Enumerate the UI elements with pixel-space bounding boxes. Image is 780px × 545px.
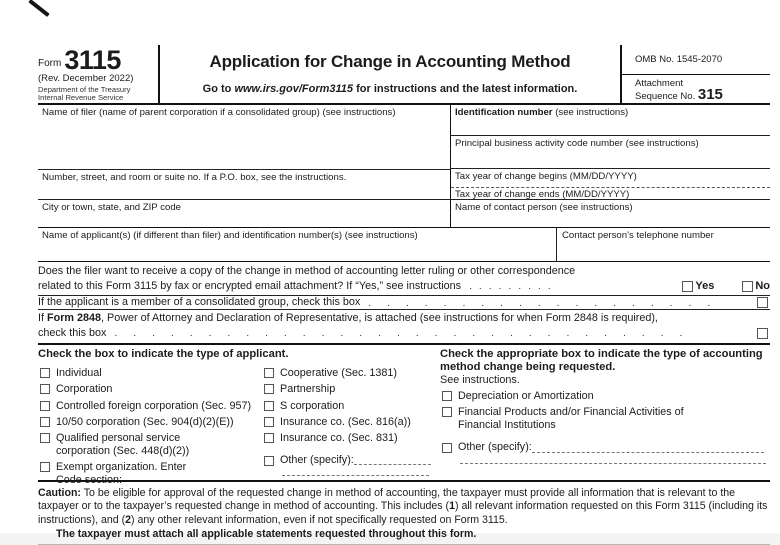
checkbox-individual[interactable]	[40, 368, 50, 378]
applicant-type-insurance-816a: Insurance co. (Sec. 816(a))	[262, 416, 437, 429]
applicant-type-s-corporation: S corporation	[262, 400, 437, 413]
dot-leader: . . . . . . . . . . . . . . . . . . . . . . . . . . . . . . .	[114, 327, 683, 339]
applicant-type-section	[38, 348, 437, 487]
applicant-type-exempt-organization: Exempt organization. Enter Code section:	[38, 461, 262, 487]
change-other-specify-field[interactable]	[532, 443, 764, 453]
caution-paragraph: Caution: To be eligible for approval of the requested change in method of accounting, the taxpayer must provide all information that is relevant to the taxpayer or to the taxpayer’s requested change in method of accounting. This includes (1) all relevant information requested on this Form 3115 (including its instructions), and (2) any other relevant information, even if not specifically requested on Form 3115.	[38, 487, 768, 526]
form-number-block	[38, 45, 160, 103]
type-selection-section	[38, 345, 770, 487]
omb-block	[620, 45, 770, 103]
dot-leader: . . . . . . . . . . . . . . . . . . .	[368, 296, 711, 309]
identification-number-field[interactable]: Identification number (see instructions)	[455, 107, 629, 118]
applicant-type-partnership: Partnership	[262, 383, 437, 396]
checkbox-s-corporation[interactable]	[264, 401, 274, 411]
checkbox-fax-no[interactable]	[742, 281, 753, 292]
consolidated-group-row	[38, 296, 770, 310]
page-title: Application for Change in Accounting Method	[209, 52, 571, 71]
checkbox-financial-products[interactable]	[442, 407, 452, 417]
number-column	[450, 105, 770, 227]
applicant-type-insurance-831: Insurance co. (Sec. 831)	[262, 432, 437, 445]
dept-treasury: Department of the Treasury	[38, 85, 131, 94]
applicant-type-column-1	[38, 364, 262, 487]
applicant-names-field[interactable]: Name of applicant(s) (if different than filer) and identification number(s) (see instructions)	[38, 228, 557, 261]
form-header	[38, 45, 770, 105]
checkbox-consolidated-group[interactable]	[757, 297, 768, 308]
scan-corner-mark	[28, 0, 49, 17]
applicant-type-cooperative: Cooperative (Sec. 1381)	[262, 367, 437, 380]
checkbox-insurance-831[interactable]	[264, 433, 274, 443]
contact-person-field[interactable]: Name of contact person (see instructions)	[451, 199, 770, 227]
code-section-field[interactable]: Code section:	[56, 474, 123, 487]
applicant-type-corporation: Corporation	[38, 383, 262, 396]
yes-label: Yes	[695, 280, 715, 292]
consolidated-question: If the applicant is a member of a consolidated group, check this box	[38, 296, 361, 308]
attach-statements-notice: The taxpayer must attach all applicable statements requested throughout this form.	[56, 527, 477, 540]
checkbox-exempt-organization[interactable]	[40, 462, 50, 472]
checkbox-qualified-personal-service[interactable]	[40, 433, 50, 443]
dept-irs: Internal Revenue Service	[38, 93, 124, 103]
goto-instructions: Go to www.irs.gov/Form3115 for instructions and the latest information.	[202, 83, 578, 95]
contact-phone-field[interactable]: Contact person’s telephone number	[562, 230, 714, 241]
checkbox-1050-corporation[interactable]	[40, 417, 50, 427]
change-type-depreciation: Depreciation or Amortization	[440, 390, 770, 403]
fax-question-line1: Does the filer want to receive a copy of the change in method of accounting letter ruling or other correspondence	[38, 265, 576, 277]
filer-column	[38, 105, 450, 227]
tax-year-begins-field[interactable]: Tax year of change begins (MM/DD/YYYY)	[451, 168, 770, 187]
fax-question-line2: related to this Form 3115 by fax or encrypted email attachment? If “Yes,” see instructions	[38, 280, 462, 292]
checkbox-cooperative[interactable]	[264, 368, 274, 378]
omb-number: OMB No. 1545-2070	[622, 45, 770, 75]
change-type-note: See instructions.	[440, 374, 520, 386]
applicant-type-column-2	[262, 364, 437, 487]
city-state-zip-field[interactable]: City or town, state, and ZIP code	[38, 199, 450, 227]
checkbox-applicant-other[interactable]	[264, 456, 274, 466]
change-type-financial-products: Financial Products and/or Financial Activities of Financial Institutions	[440, 406, 770, 432]
applicant-other-specify-field[interactable]	[354, 455, 431, 465]
checkbox-partnership[interactable]	[264, 384, 274, 394]
checkbox-controlled-foreign-corporation[interactable]	[40, 401, 50, 411]
title-block	[160, 45, 620, 103]
checkbox-insurance-816a[interactable]	[264, 417, 274, 427]
form-2848-line2: check this box	[38, 327, 107, 339]
revision-date: (Rev. December 2022)	[38, 73, 134, 84]
checkbox-form-2848-attached[interactable]	[757, 328, 768, 339]
change-other-specify-field-line2[interactable]	[460, 463, 766, 464]
applicant-row	[38, 228, 770, 262]
principal-business-code-field[interactable]: Principal business activity code number (see instructions)	[451, 135, 770, 168]
fax-question-block	[38, 262, 770, 296]
form-2848-block	[38, 310, 770, 345]
dot-leader: . . . . . . . . .	[469, 280, 551, 292]
identification-table	[38, 105, 770, 228]
street-address-field[interactable]: Number, street, and room or suite no. If a P.O. box, see the instructions.	[38, 169, 450, 199]
checkbox-corporation[interactable]	[40, 384, 50, 394]
form-number: 3115	[64, 45, 121, 75]
filer-name-field[interactable]: Name of filer (name of parent corporation if a consolidated group) (see instructions)	[42, 107, 396, 118]
tax-year-ends-field[interactable]: Tax year of change ends (MM/DD/YYYY)	[451, 187, 770, 199]
checkbox-fax-yes[interactable]	[682, 281, 693, 292]
sequence-number: 315	[697, 86, 723, 103]
form-word: Form	[38, 58, 62, 69]
change-type-other: Other (specify):	[440, 441, 770, 454]
checkbox-depreciation-amortization[interactable]	[442, 391, 452, 401]
applicant-other-specify-field-line2[interactable]	[282, 475, 429, 476]
change-type-heading: Check the appropriate box to indicate the type of accounting method change being requested.	[440, 348, 763, 373]
applicant-type-1050-corporation: 10/50 corporation (Sec. 904(d)(2)(E))	[38, 416, 262, 429]
applicant-type-individual: Individual	[38, 367, 262, 380]
caution-label: Caution:	[38, 487, 81, 499]
applicant-type-cfc: Controlled foreign corporation (Sec. 957)	[38, 400, 262, 413]
caution-section	[38, 482, 770, 545]
form-2848-line1: If Form 2848, Power of Attorney and Declaration of Representative, is attached (see instructions for when Form 2848 is required),	[38, 312, 658, 324]
attachment-sequence: Attachment Sequence No. 315	[635, 78, 723, 103]
applicant-type-heading: Check the box to indicate the type of applicant.	[38, 348, 289, 360]
applicant-type-qualified-personal-service: Qualified personal service corporation (Sec. 448(d)(2))	[38, 432, 262, 458]
checkbox-change-other[interactable]	[442, 443, 452, 453]
form-2848-ref: Form 2848	[47, 312, 102, 324]
no-label: No	[755, 280, 770, 292]
change-type-section	[437, 348, 770, 480]
applicant-type-other: Other (specify):	[262, 454, 437, 467]
irs-url: www.irs.gov/Form3115	[234, 83, 354, 95]
